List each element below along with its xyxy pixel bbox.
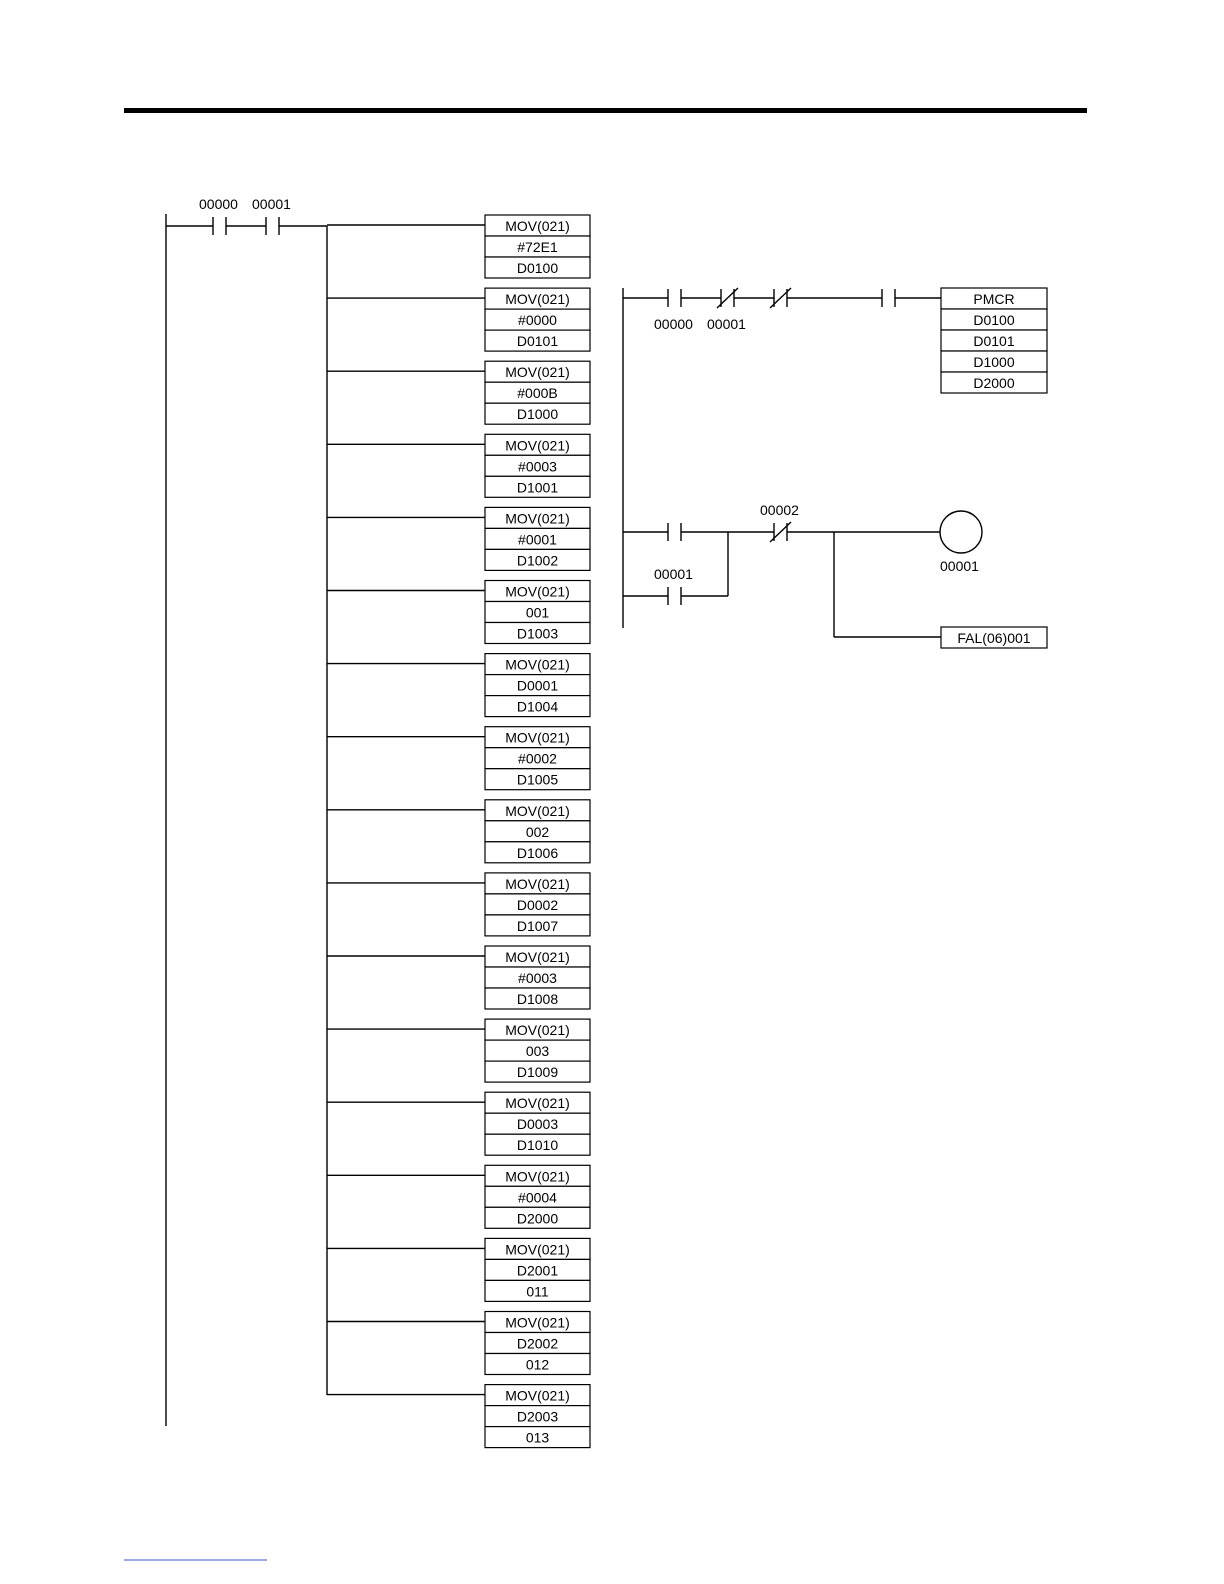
operand: #0002 xyxy=(518,750,557,767)
operand: D2001 xyxy=(516,1262,559,1279)
instruction-name: MOV(021) xyxy=(505,875,570,892)
operand: D1000 xyxy=(516,406,559,423)
mov-instruction-block xyxy=(327,1019,590,1082)
header-rule xyxy=(124,108,1087,113)
operand: D0101 xyxy=(516,333,559,350)
contact-no-00000 xyxy=(199,196,238,235)
contact-label: 00001 xyxy=(654,566,693,582)
instruction-name: MOV(021) xyxy=(505,656,570,673)
contact-no xyxy=(668,523,681,541)
mov-instruction-column xyxy=(327,215,590,1448)
mov-instruction-block xyxy=(327,1312,590,1375)
instruction-name: MOV(021) xyxy=(505,510,570,527)
fal-instruction xyxy=(941,627,1047,648)
instruction-name: MOV(021) xyxy=(505,949,570,965)
mov-instruction-block xyxy=(327,507,590,570)
contact-label: 00000 xyxy=(654,316,693,332)
mov-instruction-block xyxy=(327,873,590,936)
operand: D0100 xyxy=(516,260,559,276)
mov-instruction-block xyxy=(327,800,590,863)
operand: D0002 xyxy=(516,896,559,913)
operand: #0001 xyxy=(518,531,557,548)
operand: D0003 xyxy=(516,1116,559,1133)
instruction-name: MOV(021) xyxy=(505,1241,570,1258)
operand: D1010 xyxy=(516,1137,559,1154)
operand: 002 xyxy=(525,823,550,840)
contact-no-00000 xyxy=(668,289,681,307)
output-coil-00001 xyxy=(940,511,982,574)
operand: #0004 xyxy=(518,1189,557,1206)
instruction-name: MOV(021) xyxy=(505,364,570,381)
mov-instruction-block xyxy=(327,361,590,424)
self-hold-rung xyxy=(623,502,1047,648)
operand: D1001 xyxy=(516,479,559,496)
instruction-name: MOV(021) xyxy=(505,802,570,819)
operand: 013 xyxy=(525,1429,550,1446)
instruction-name: MOV(021) xyxy=(505,729,570,746)
operand: D0001 xyxy=(516,677,559,694)
mov-instruction-block xyxy=(327,1385,590,1448)
operand: D1005 xyxy=(516,771,559,788)
operand: D1007 xyxy=(516,917,559,934)
mov-instruction-block xyxy=(327,1238,590,1301)
mov-instruction-block xyxy=(327,1165,590,1228)
operand: D2000 xyxy=(516,1210,559,1227)
operand: D2003 xyxy=(516,1408,559,1425)
instruction-name: MOV(021) xyxy=(505,583,570,600)
left-rung xyxy=(166,196,590,1448)
contact-label: 00001 xyxy=(252,196,291,212)
mov-instruction-block xyxy=(327,946,590,1009)
contact-label: 00000 xyxy=(199,196,238,212)
mov-instruction-block xyxy=(327,727,590,790)
instruction-name: MOV(021) xyxy=(505,218,570,234)
coil-label: 00001 xyxy=(940,558,979,574)
instruction-name: MOV(021) xyxy=(505,1387,570,1404)
operand: #000B xyxy=(517,385,558,402)
operand: D1000 xyxy=(973,354,1015,370)
operand: D1006 xyxy=(516,844,559,861)
operand: D1004 xyxy=(516,698,559,715)
mov-instruction-block xyxy=(327,288,590,351)
instruction-name: MOV(021) xyxy=(505,1095,570,1112)
operand: #0003 xyxy=(518,970,557,986)
instruction-name: MOV(021) xyxy=(505,291,570,308)
instruction-name: MOV(021) xyxy=(505,1168,570,1185)
contact-no-00001 xyxy=(654,566,693,605)
operand: D0101 xyxy=(973,333,1015,349)
operand: D1003 xyxy=(516,625,559,642)
mov-instruction-block xyxy=(327,581,590,644)
operand: 011 xyxy=(526,1283,549,1300)
operand: D0100 xyxy=(973,312,1015,328)
mov-instruction-block xyxy=(327,215,590,278)
operand: #0003 xyxy=(518,458,557,475)
pmcr-instruction xyxy=(941,288,1047,393)
instruction-name: MOV(021) xyxy=(505,437,570,454)
operand: D2000 xyxy=(973,375,1015,391)
mov-instruction-block xyxy=(327,654,590,717)
operand: 003 xyxy=(525,1043,550,1060)
operand: D1008 xyxy=(516,991,559,1007)
operand: #72E1 xyxy=(517,239,558,255)
contact-label: 00001 xyxy=(707,316,746,332)
contact-label: 00002 xyxy=(760,502,799,518)
operand: D1009 xyxy=(516,1064,559,1081)
instruction-name: MOV(021) xyxy=(505,1022,570,1039)
instruction-name: PMCR xyxy=(973,291,1015,307)
mov-instruction-block xyxy=(327,434,590,497)
operand: 001 xyxy=(525,604,550,621)
contact-nc-00002 xyxy=(760,502,799,542)
operand: 012 xyxy=(525,1356,550,1373)
operand: D2002 xyxy=(516,1335,559,1352)
contact-no xyxy=(882,289,895,307)
fal-label: FAL(06)001 xyxy=(957,630,1031,646)
operand: #0000 xyxy=(518,312,557,329)
operand: D1002 xyxy=(516,552,559,569)
contact-no-00001 xyxy=(252,196,291,235)
instruction-name: MOV(021) xyxy=(505,1314,570,1331)
mov-instruction-block xyxy=(327,1092,590,1155)
